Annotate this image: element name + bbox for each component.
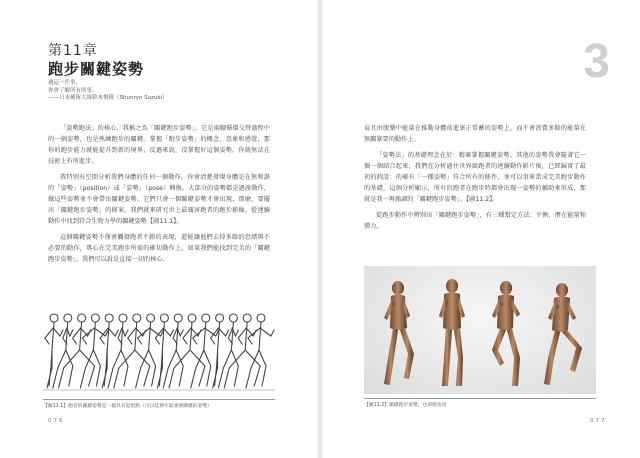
- running-sequence-illustration: [43, 304, 275, 396]
- chapter-digit: 3: [583, 35, 610, 88]
- sequence-runner: [59, 314, 95, 388]
- sequence-runner: [53, 314, 73, 388]
- runner-pose: [439, 279, 465, 386]
- left-page: [0, 0, 318, 458]
- sequence-runner: [100, 314, 118, 388]
- epigraph-line: ——日本劍術大師鈴木俊隆（Shunryo Suzuki）: [48, 95, 168, 101]
- paragraph: 「姿勢法」的基礎理念在於：精確掌握關鍵姿勢。其他的姿勢我會隨著它一個一個結合起來，我們在分析過往世界級跑者的連續動作影片後，已經歸實了最初的假設：的確有「一種姿勢」符合所有的條件，並可以事來當成完美跑步動作的基礎，這個分析顯示，所有的跑者在跑步時都會出現一姿勢的輔助來形成，那就是我一再強調的「關鍵跑步姿勢」。【圖11.2】。: [364, 152, 586, 203]
- running-sequence-figure: [43, 304, 275, 396]
- right-body-text: [364, 123, 586, 237]
- sequence-runner: [211, 314, 229, 388]
- sequence-runner: [163, 314, 183, 388]
- sequence-runner: [108, 314, 128, 388]
- sequence-runner: [114, 314, 150, 388]
- runner-pose: [384, 281, 414, 385]
- sequence-runner: [218, 314, 238, 388]
- right-page: [322, 0, 640, 458]
- chapter-title: 跑步關鍵姿勢: [48, 60, 145, 78]
- runner-pose-figure: [364, 266, 596, 394]
- paragraph: 我特別有空間分析我們身體的任何一個動作，你會清楚發現身體是在無和諧的「姿勢」（position）或「姿勢」（pose）轉換。大部分的姿勢都是過渡動作，做這些姿勢並不會帶出關鍵姿勢，它們只會一個關鍵姿勢才會出現，那麼，要擺出「關鍵跑步姿勢」的條案，我們就來研究世上最厲害跑者的跑步影像，從連續動作中找到符合生物力學的關鍵姿勢【圖11.1】。: [48, 174, 270, 225]
- sequence-runner: [169, 314, 205, 388]
- paragraph: 「姿勢跑法」的核心，我稱之為「關鍵跑步姿勢」，它是兩腳循環交替過程中的一個姿勢，也是熟練跑步的關鍵。掌握「跑步姿勢」的概念、意象和感覺，那你的跑步能力就能提升到新的境界，反過來說，沒掌握好這個姿勢，你就無法在技術上有所進步。: [48, 125, 270, 165]
- figure-caption: 【圖11.2】關鍵跑步姿勢，也即跑角度: [364, 398, 596, 408]
- epigraph: [48, 80, 168, 103]
- sequence-runner: [155, 314, 173, 388]
- runner-pose: [492, 281, 520, 386]
- sequence-runner: [224, 314, 260, 388]
- paragraph: 這個關鍵姿勢不僅會觸發跑者不錯的表現，還能讓他們去掉多餘的思緒與不必要的動作，專心在完美跑步所需的確切動作上。如果我們能找到完美的「關鍵跑步姿勢」，我們可以說是直接一切的核心。: [48, 234, 270, 263]
- paragraph: 從跑步動作中辨別出「關鍵跑步姿勢」，有三種幫定方法：平衡、潛在能量和彈力。: [364, 212, 586, 230]
- sequence-runner: [80, 314, 108, 388]
- page-number: 076: [48, 418, 65, 424]
- chapter-number: 第11章: [48, 43, 98, 59]
- epigraph-line: 遇這一件事，: [48, 80, 82, 86]
- sequence-runner: [136, 314, 164, 388]
- paragraph: 肩且由腹樂中能量在推動身體前進裏正常蓄的姿勢上，而不會浪費多餘的能量在無關緊要的動作上。: [364, 125, 586, 143]
- figure-caption: 【圖11.1】跑者的關鍵姿勢是一個具有起始點（可以延伸至最重要關鍵的姿勢）: [43, 399, 275, 409]
- page-number: 077: [590, 418, 607, 424]
- runner-pose: [544, 283, 582, 385]
- runner-poses-illustration: [364, 266, 596, 394]
- sequence-runner: [191, 314, 219, 388]
- sequence-runner: [45, 314, 63, 388]
- left-body-text: [48, 123, 270, 270]
- epigraph-line: 你會了解所有的事。: [48, 87, 98, 94]
- sequence-runner: [246, 314, 274, 388]
